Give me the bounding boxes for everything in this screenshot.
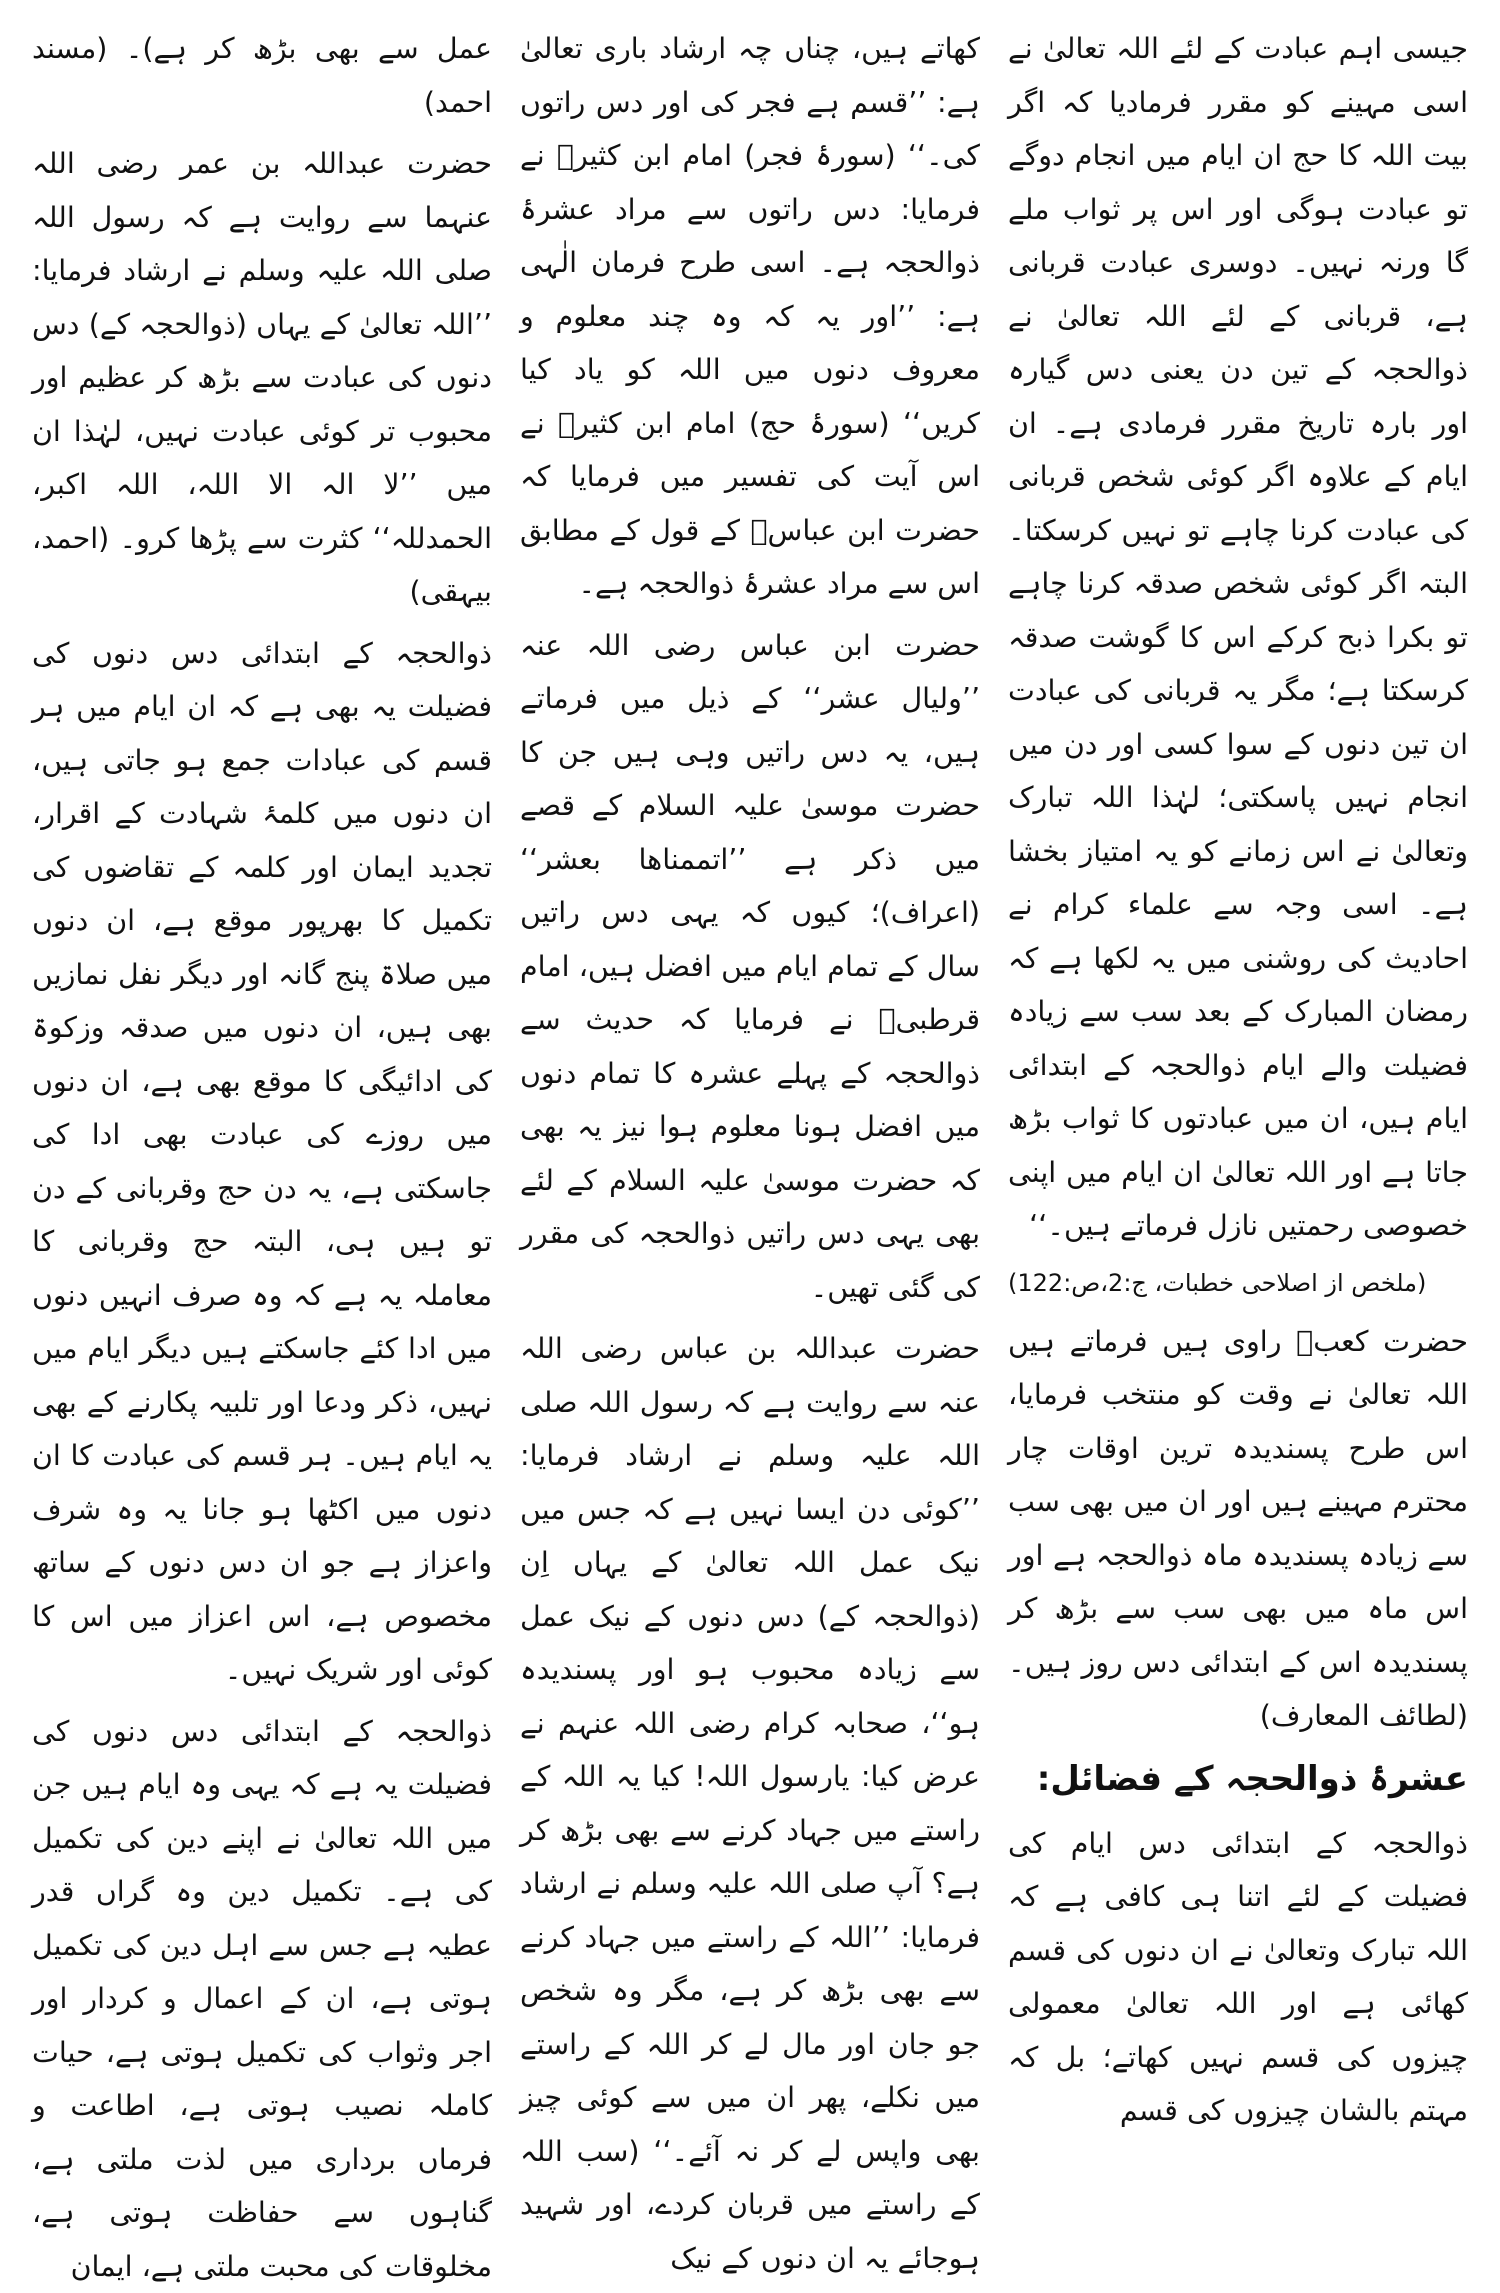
paragraph: حضرت عبداللہ بن عباس رضی اللہ عنہ سے روایت ہے کہ رسول اللہ صلی اللہ علیہ وسلم نے ارشاد فرمایا: ’’کوئی دن ایسا نہیں ہے کہ جس میں نیک عمل اللہ تعالیٰ کے یہاں اِن (ذوالحجہ کے) دس دنوں کے نیک عمل سے زیادہ محبوب ہو اور پسندیدہ ہو‘‘، صحابہ کرام رضی اللہ عنہم نے عرض کیا: یارسول اللہ! کیا یہ اللہ کے راستے میں جہاد کرنے سے بھی بڑھ کر ہے؟ آپ صلی اللہ علیہ وسلم نے ارشاد فرمایا: ’’اللہ کے راستے میں جہاد کرنے سے بھی بڑھ کر ہے، مگر وہ شخص جو جان اور مال لے کر اللہ کے راستے میں نکلے، پھر ان میں سے کوئی چیز بھی واپس لے کر نہ آئے۔‘‘ (سب اللہ کے راستے میں قربان کردے، اور شہید ہوجائے یہ ان دنوں کے نیک	[520, 1322, 980, 2285]
column-middle	[506, 18, 994, 2182]
paragraph: ذوالحجہ کے ابتدائی دس دنوں کی فضیلت یہ ہے کہ یہی وہ ایام ہیں جن میں اللہ تعالیٰ نے اپنے دین کی تکمیل کی ہے۔ تکمیل دین وہ گراں قدر عطیہ ہے جس سے اہل دین کی تکمیل ہوتی ہے، ان کے اعمال و کردار اور اجر وثواب کی تکمیل ہوتی ہے، حیات کاملہ نصیب ہوتی ہے، اطاعت و فرماں برداری میں لذت ملتی ہے، گناہوں سے حفاظت ہوتی ہے، مخلوقات کی محبت ملتی ہے، ایمان	[32, 1705, 492, 2293]
paragraph: جیسی اہم عبادت کے لئے اللہ تعالیٰ نے اسی مہینے کو مقرر فرمادیا کہ اگر بیت اللہ کا حج ان ایام میں انجام دوگے تو عبادت ہوگی اور اس پر ثواب ملے گا ورنہ نہیں۔ دوسری عبادت قربانی ہے، قربانی کے لئے اللہ تعالیٰ نے ذوالحجہ کے تین دن یعنی دس گیارہ اور بارہ تاریخ مقرر فرمادی ہے۔ ان ایام کے علاوہ اگر کوئی شخص قربانی کی عبادت کرنا چاہے تو نہیں کرسکتا۔ البتہ اگر کوئی شخص صدقہ کرنا چاہے تو بکرا ذبح کرکے اس کا گوشت صدقہ کرسکتا ہے؛ مگر یہ قربانی کی عبادت ان تین دنوں کے سوا کسی اور دن میں انجام نہیں پاسکتی؛ لہٰذا اللہ تبارک وتعالیٰ نے اس زمانے کو یہ امتیاز بخشا ہے۔ اسی وجہ سے علماء کرام نے احادیث کی روشنی میں یہ لکھا ہے کہ رمضان المبارک کے بعد سب سے زیادہ فضیلت والے ایام ذوالحجہ کے ابتدائی ایام ہیں، ان میں عبادتوں کا ثواب بڑھ جاتا ہے اور اللہ تعالیٰ ان ایام میں اپنی خصوصی رحمتیں نازل فرماتے ہیں۔‘‘	[1008, 22, 1468, 1253]
paragraph: حضرت کعبؓ راوی ہیں فرماتے ہیں اللہ تعالیٰ نے وقت کو منتخب فرمایا، اس طرح پسندیدہ ترین اوقات چار محترم مہینے ہیں اور ان میں بھی سب سے زیادہ پسندیدہ ماہ ذوالحجہ ہے اور اس ماہ میں بھی سب سے بڑھ کر پسندیدہ اس کے ابتدائی دس روز ہیں۔ (لطائف المعارف)	[1008, 1315, 1468, 1743]
column-left	[18, 18, 506, 2182]
column-right	[994, 18, 1482, 2182]
paragraph: حضرت عبداللہ بن عمر رضی اللہ عنہما سے روایت ہے کہ رسول اللہ صلی اللہ علیہ وسلم نے ارشاد فرمایا: ’’اللہ تعالیٰ کے یہاں (ذوالحجہ کے) دس دنوں کی عبادت سے بڑھ کر عظیم اور محبوب تر کوئی عبادت نہیں، لہٰذا ان میں ’’لا الہ الا اللہ، اللہ اکبر، الحمدللہ‘‘ کثرت سے پڑھا کرو۔ (احمد، بیہقی)	[32, 137, 492, 619]
paragraph: کھاتے ہیں، چناں چہ ارشاد باری تعالیٰ ہے: ’’قسم ہے فجر کی اور دس راتوں کی۔‘‘ (سورۂ فجر) امام ابن کثیرؒ نے فرمایا: دس راتوں سے مراد عشرۂ ذوالحجہ ہے۔ اسی طرح فرمان الٰہی ہے: ’’اور یہ کہ وہ چند معلوم و معروف دنوں میں اللہ کو یاد کیا کریں‘‘ (سورۂ حج) امام ابن کثیرؒ نے اس آیت کی تفسیر میں فرمایا کہ حضرت ابن عباسؓ کے قول کے مطابق اس سے مراد عشرۂ ذوالحجہ ہے۔	[520, 22, 980, 611]
paragraph: حضرت ابن عباس رضی اللہ عنہ ’’ولیال عشر‘‘ کے ذیل میں فرماتے ہیں، یہ دس راتیں وہی ہیں جن کا حضرت موسیٰ علیہ السلام کے قصے میں ذکر ہے ’’اتممناھا بعشر‘‘ (اعراف)؛ کیوں کہ یہی دس راتیں سال کے تمام ایام میں افضل ہیں، امام قرطبیؒ نے فرمایا کہ حدیث سے ذوالحجہ کے پہلے عشرہ کا تمام دنوں میں افضل ہونا معلوم ہوا نیز یہ بھی کہ حضرت موسیٰ علیہ السلام کے لئے بھی یہی دس راتیں ذوالحجہ کی مقرر کی گئی تھیں۔	[520, 619, 980, 1315]
paragraph: عمل سے بھی بڑھ کر ہے)۔ (مسند احمد)	[32, 22, 492, 129]
newspaper-page	[18, 18, 1482, 2182]
section-heading: عشرۂ ذوالحجہ کے فضائل:	[1008, 1751, 1468, 1807]
source-citation: (ملخص از اصلاحی خطبات، ج:2،ص:122)	[1008, 1261, 1468, 1305]
paragraph: ذوالحجہ کے ابتدائی دس دنوں کی فضیلت یہ بھی ہے کہ ان ایام میں ہر قسم کی عبادات جمع ہو جاتی ہیں، ان دنوں میں کلمۂ شہادت کے اقرار، تجدید ایمان اور کلمہ کے تقاضوں کی تکمیل کا بھرپور موقع ہے، ان دنوں میں صلاۃ پنج گانہ اور دیگر نفل نمازیں بھی ہیں، ان دنوں میں صدقہ وزکوۃ کی ادائیگی کا موقع بھی ہے، ان دنوں میں روزے کی عبادت بھی ادا کی جاسکتی ہے، یہ دن حج وقربانی کے دن تو ہیں ہی، البتہ حج وقربانی کا معاملہ یہ ہے کہ وہ صرف انہیں دنوں میں ادا کئے جاسکتے ہیں دیگر ایام میں نہیں، ذکر ودعا اور تلبیہ پکارنے کے بھی یہ ایام ہیں۔ ہر قسم کی عبادت کا ان دنوں میں اکٹھا ہو جانا یہ وہ شرف واعزاز ہے جو ان دس دنوں کے ساتھ مخصوص ہے، اس اعزاز میں اس کا کوئی اور شریک نہیں۔	[32, 627, 492, 1697]
paragraph: ذوالحجہ کے ابتدائی دس ایام کی فضیلت کے لئے اتنا ہی کافی ہے کہ اللہ تبارک وتعالیٰ نے ان دنوں کی قسم کھائی ہے اور اللہ تعالیٰ معمولی چیزوں کی قسم نہیں کھاتے؛ بل کہ مہتم بالشان چیزوں کی قسم	[1008, 1817, 1468, 2138]
